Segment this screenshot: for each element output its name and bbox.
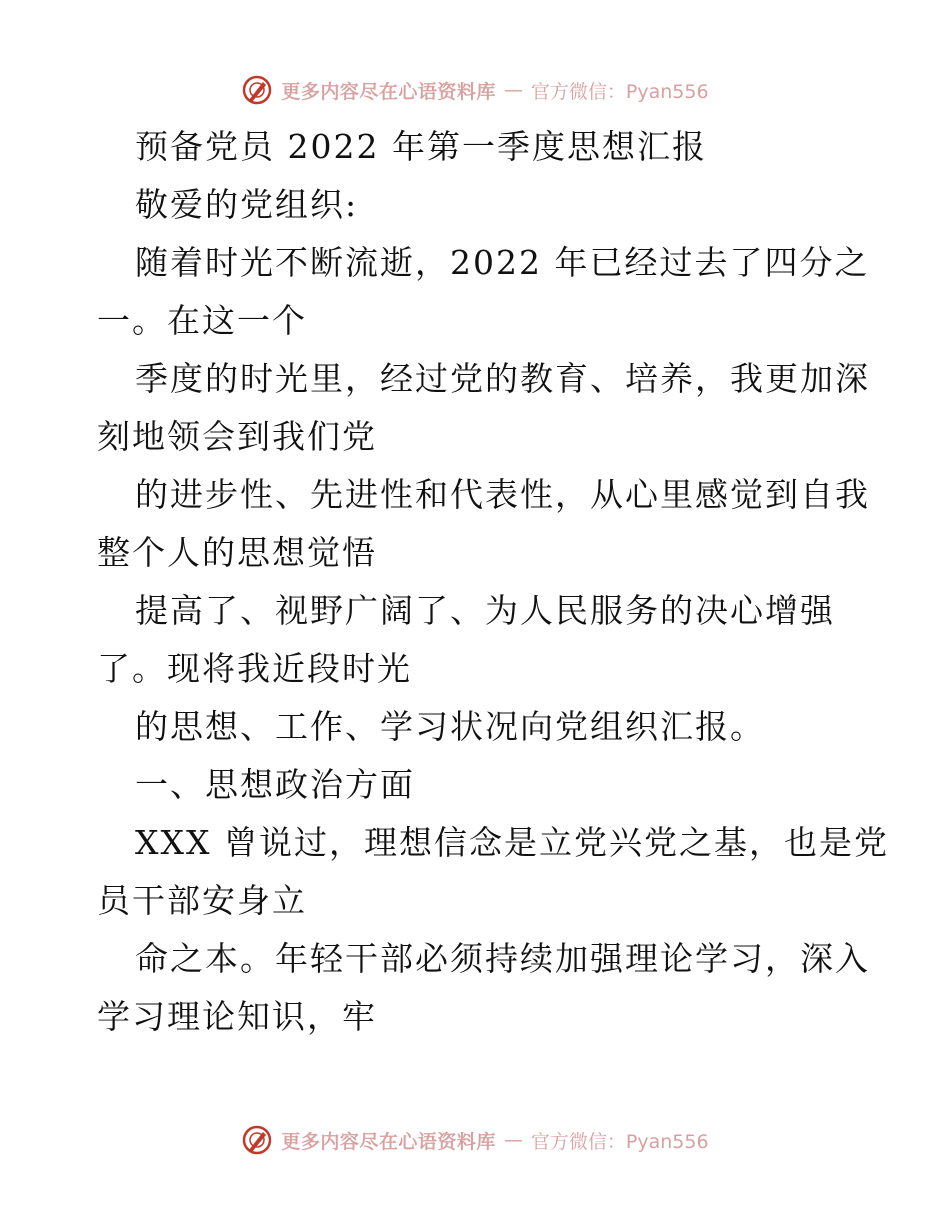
- text-line: 了。现将我近段时光: [97, 649, 412, 688]
- text-line: 随着时光不断流逝，2022 年已经过去了四分之: [135, 243, 870, 282]
- watermark-separator: —: [503, 79, 523, 101]
- watermark-wechat-text: 官方微信：Pyan556: [530, 80, 709, 103]
- text-line: 员干部安身立: [97, 881, 307, 920]
- text-line: 刻地领会到我们党: [97, 417, 377, 456]
- text-line: 预备党员 2022 年第一季度思想汇报: [135, 127, 707, 166]
- text-line: 的思想、工作、学习状况向党组织汇报。: [135, 707, 765, 746]
- watermark-library-text: 更多内容尽在心语资料库: [281, 80, 496, 103]
- watermark-wechat-text: 官方微信：Pyan556: [530, 1130, 709, 1153]
- document-body: [97, 118, 889, 1046]
- text-line: 一。在这一个: [97, 301, 307, 340]
- pen-logo-icon: [241, 74, 273, 106]
- text-line: 一、思想政治方面: [135, 765, 415, 804]
- text-line: 敬爱的党组织:: [135, 185, 359, 224]
- text-line: 的进步性、先进性和代表性，从心里感觉到自我: [135, 475, 870, 514]
- watermark-separator: —: [503, 1129, 523, 1151]
- text-line: 季度的时光里，经过党的教育、培养，我更加深: [135, 359, 870, 398]
- text-line: 提高了、视野广阔了、为人民服务的决心增强: [135, 591, 835, 630]
- text-line: 学习理论知识，牢: [97, 997, 377, 1036]
- header-watermark: [0, 70, 950, 110]
- text-line: 整个人的思想觉悟: [97, 533, 377, 572]
- pen-logo-icon: [241, 1124, 273, 1156]
- footer-watermark: [0, 1120, 950, 1160]
- watermark-library-text: 更多内容尽在心语资料库: [281, 1130, 496, 1153]
- text-line: XXX 曾说过，理想信念是立党兴党之基，也是党: [135, 823, 889, 862]
- text-line: 命之本。年轻干部必须持续加强理论学习，深入: [135, 939, 870, 978]
